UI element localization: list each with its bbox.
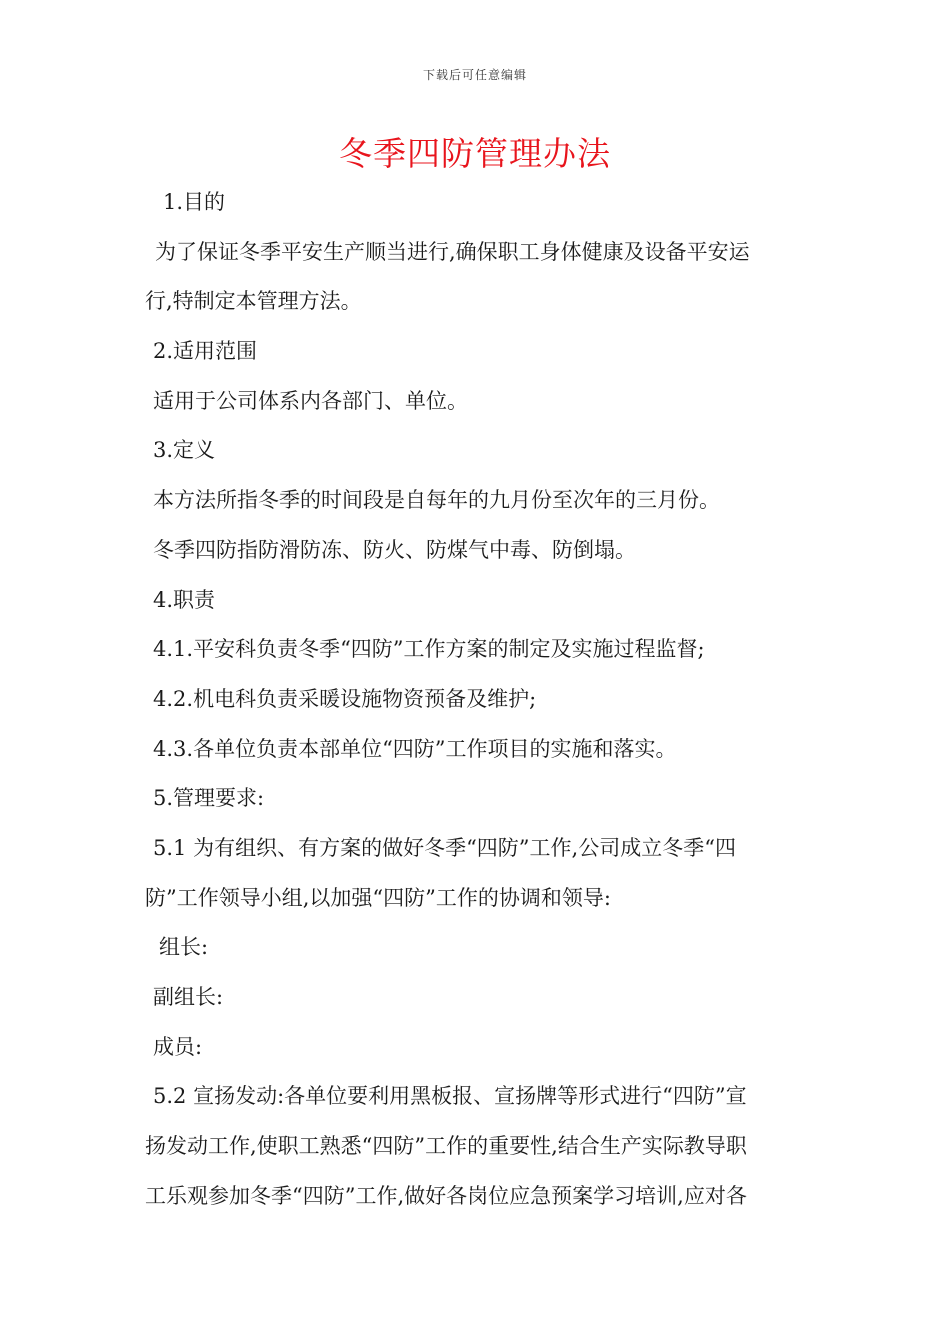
body-line: 4.2.机电科负责采暖设施物资预备及维护; xyxy=(153,686,537,711)
body-line: 5.1 为有组织、有方案的做好冬季“四防”工作,公司成立冬季“四 xyxy=(153,835,736,860)
body-line: 副组长: xyxy=(153,985,224,1009)
body-line: 扬发动工作,使职工熟悉“四防”工作的重要性,结合生产实际教导职 xyxy=(145,1134,747,1159)
body-line: 适用于公司体系内各部门、单位。 xyxy=(153,388,468,413)
body-line: 防”工作领导小组,以加强“四防”工作的协调和领导: xyxy=(145,885,611,910)
body-line: 本方法所指冬季的时间段是自每年的九月份至次年的三月份。 xyxy=(153,488,720,513)
body-line: 4.职责 xyxy=(153,587,216,612)
body-line: 2.适用范围 xyxy=(153,339,258,364)
body-line: 冬季四防指防滑防冻、防火、防煤气中毒、防倒塌。 xyxy=(153,537,636,562)
header-note: 下载后可任意编辑 xyxy=(422,68,527,82)
body-line: 为了保证冬季平安生产顺当进行,确保职工身体健康及设备平安运 xyxy=(155,239,750,264)
body-line: 5.2 宣扬发动:各单位要利用黑板报、宣扬牌等形式进行“四防”宣 xyxy=(153,1084,747,1109)
body-line: 工乐观参加冬季“四防”工作,做好各岗位应急预案学习培训,应对各 xyxy=(145,1183,747,1208)
body-line: 4.3.各单位负责本部单位“四防”工作项目的实施和落实。 xyxy=(153,736,677,761)
body-line: 3.定义 xyxy=(153,438,216,463)
document-title: 冬季四防管理办法 xyxy=(339,134,611,173)
body-line: 5.管理要求: xyxy=(153,786,265,811)
body-line: 1.目的 xyxy=(163,190,226,214)
body-line: 组长: xyxy=(159,935,209,960)
body-line: 成员: xyxy=(153,1034,203,1059)
body-line: 4.1.平安科负责冬季“四防”工作方案的制定及实施过程监督; xyxy=(153,637,705,662)
body-line: 行,特制定本管理方法。 xyxy=(145,289,362,314)
document-body xyxy=(145,178,815,1221)
